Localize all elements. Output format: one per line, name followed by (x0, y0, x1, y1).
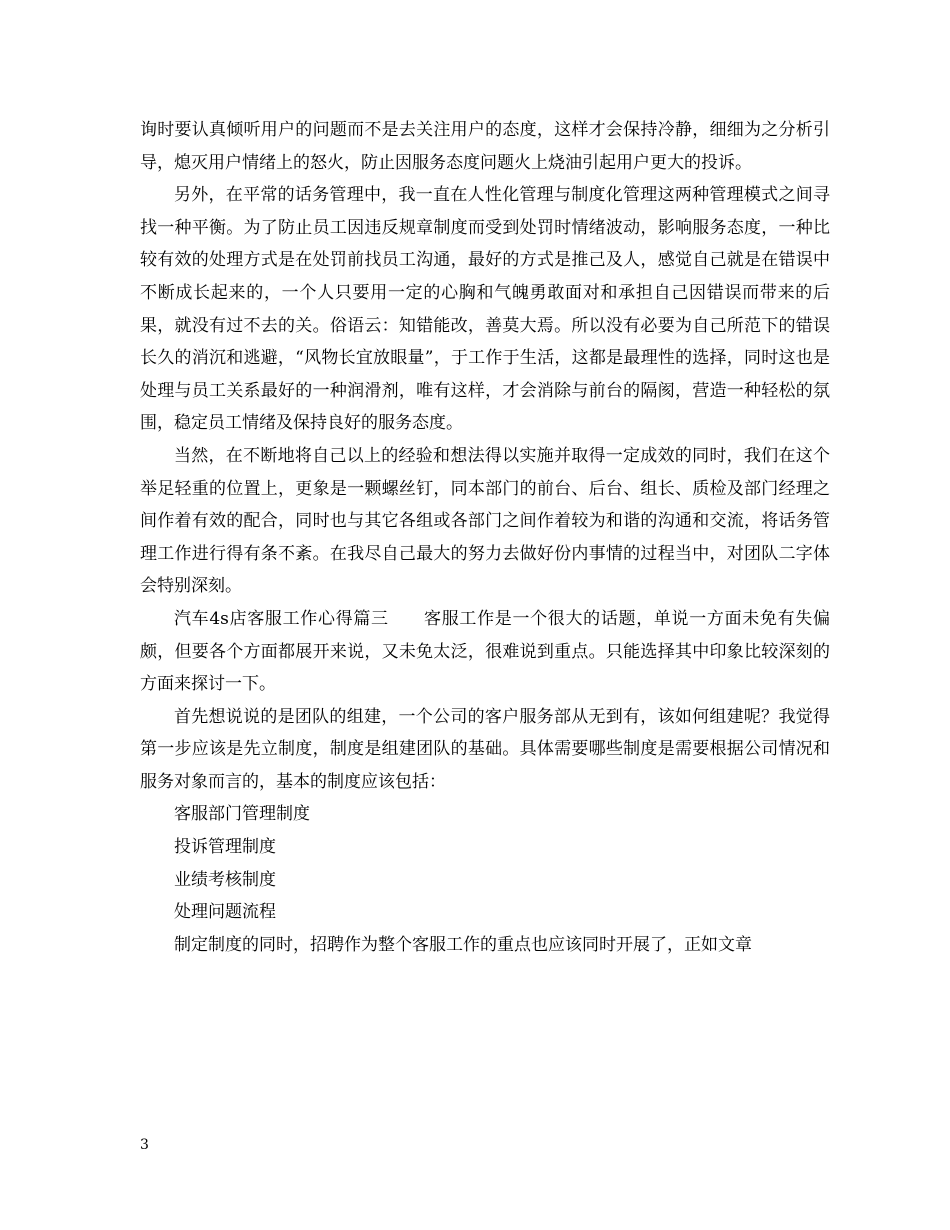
paragraph-section-heading: 汽车4s店客服工作心得篇三 客服工作是一个很大的话题，单说一方面未免有失偏颇，但要各个方面都展开来说，又未免太泛，很难说到重点。只能选择其中印象比较深刻的方面来探讨一下。 (140, 608, 830, 695)
paragraph: 制定制度的同时，招聘作为整个客服工作的重点也应该同时开展了，正如文章 (174, 934, 752, 955)
paragraph: 当然，在不断地将自己以上的经验和想法得以实施并取得一定成效的同时，我们在这个举足轻重的位置上，更象是一颗螺丝钉，同本部门的前台、后台、组长、质检及部门经理之间作着有效的配合，同时也与其它各组或各部门之间作着较为和谐的沟通和交流，将话务管理工作进行得有条不紊。在我尽自己最大的努力去做好份内事情的过程当中，对团队二字体会特别深刻。 (140, 445, 830, 597)
document-body (140, 114, 830, 961)
paragraph-continuation: 询时要认真倾听用户的问题而不是去关注用户的态度，这样才会保持冷静，细细为之分析引导，熄灭用户情绪上的怒火，防止因服务态度问题火上烧油引起用户更大的投诉。 (140, 120, 830, 173)
page-number: 3 (140, 1137, 149, 1153)
paragraph: 另外，在平常的话务管理中，我一直在人性化管理与制度化管理这两种管理模式之间寻找一种平衡。为了防止员工因违反规章制度而受到处罚时情绪波动，影响服务态度，一种比较有效的处理方式是在处罚前找员工沟通，最好的方式是推己及人，感觉自己就是在错误中不断成长起来的，一个人只要用一定的心胸和气魄勇敢面对和承担自己因错误而带来的后果，就没有过不去的关。俗语云：知错能改，善莫大焉。所以没有必要为自己所范下的错误长久的消沉和逃避，“风物长宜放眼量”，于工作于生活，这都是最理性的选择，同时这也是处理与员工关系最好的一种润滑剂，唯有这样，才会消除与前台的隔阂，营造一种轻松的氛围，稳定员工情绪及保持良好的服务态度。 (140, 185, 830, 434)
list-item: 处理问题流程 (174, 902, 276, 923)
paragraph: 首先想说说的是团队的组建，一个公司的客户服务部从无到有，该如何组建呢？我觉得第一步应该是先立制度，制度是组建团队的基础。具体需要哪些制度是需要根据公司情况和服务对象而言的，基本的制度应该包括： (140, 706, 830, 792)
list-item: 业绩考核制度 (174, 869, 276, 890)
list-item: 客服部门管理制度 (174, 804, 310, 825)
list-item: 投诉管理制度 (174, 837, 276, 858)
